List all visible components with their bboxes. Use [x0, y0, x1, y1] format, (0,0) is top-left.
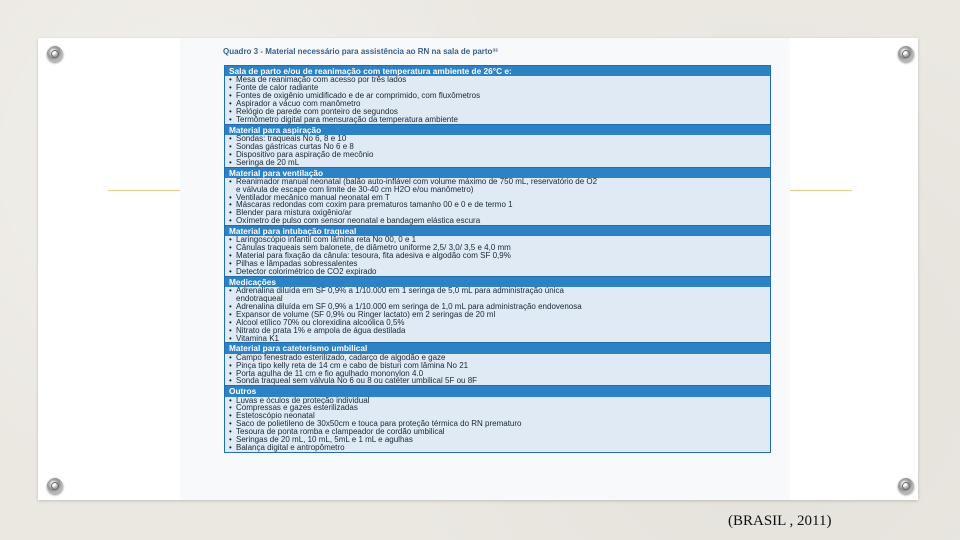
list-item	[225, 397, 770, 405]
section-header: Sala de parto e/ou de reanimação com temperatura ambiente de 26°C e:	[225, 66, 770, 76]
scanned-table-image	[180, 38, 790, 500]
list-item	[225, 311, 770, 319]
bullet-icon: •	[229, 244, 232, 253]
decorative-line-right	[790, 190, 852, 191]
list-item-text: Nitrato de prata 1% e ampola de água destilada	[236, 326, 406, 335]
list-item	[225, 354, 770, 362]
bullet-icon: •	[229, 377, 232, 386]
section-header: Medicações	[225, 276, 770, 287]
bullet-icon: •	[229, 334, 232, 343]
list-item	[225, 244, 770, 252]
list-item	[225, 319, 770, 327]
list-item: e válvula de escape com limite de 30-40 cm H2O e/ou manômetro)	[236, 185, 474, 194]
list-item	[225, 436, 770, 444]
list-item-text: Expansor de volume (SF 0,9% ou Ringer lactato) em 2 seringas de 20 ml	[236, 310, 496, 319]
list-item-text: Compressas e gazes esterilizadas	[236, 404, 358, 413]
bullet-icon: •	[229, 268, 232, 276]
bullet-icon: •	[229, 193, 232, 202]
list-item	[225, 335, 770, 343]
list-item-text: Adrenalina diluída em SF 0,9% a 1/10.000 em 1 seringa de 5,0 mL para administração única	[236, 287, 564, 296]
list-item	[225, 370, 770, 378]
list-item	[225, 84, 770, 92]
list-item	[225, 252, 770, 260]
list-item	[225, 116, 770, 124]
bullet-icon: •	[229, 443, 232, 452]
list-item	[225, 327, 770, 335]
bullet-icon: •	[229, 107, 232, 116]
list-item-text: Oxímetro de pulso com sensor neonatal e bandagem elástica escura	[236, 217, 481, 226]
list-item	[225, 209, 770, 217]
section-header: Material para intubação traqueal	[225, 225, 770, 236]
list-item-text: Sondas gástricas curtas No 6 e 8	[236, 142, 354, 151]
list-item	[225, 268, 770, 276]
list-item-text: Material para fixação da cânula: tesoura, fita adesiva e algodão com SF 0,9%	[236, 252, 511, 261]
list-item	[225, 201, 770, 209]
bullet-icon: •	[229, 302, 232, 311]
list-item-text: Pilhas e lâmpadas sobressalentes	[236, 260, 358, 268]
bullet-icon: •	[229, 318, 232, 327]
list-item-text: Álcool etílico 70% ou clorexidina alcoólica 0,5%	[236, 318, 405, 327]
list-item-text: Seringa de 20 mL	[236, 158, 300, 167]
list-item	[225, 428, 770, 436]
bullet-icon: •	[229, 412, 232, 421]
table-title: Quadro 3 - Material necessário para assistência ao RN na sala de parto³³	[223, 47, 498, 56]
list-item-text: Ventilador mecânico manual neonatal em T	[236, 193, 390, 202]
list-item-text: Adrenalina diluída em SF 0,9% a 1/10.000 em seringa de 1,0 mL para administração endovenosa	[236, 302, 582, 311]
bullet-icon: •	[229, 150, 232, 159]
bullet-icon: •	[229, 287, 232, 296]
bullet-icon: •	[229, 436, 232, 444]
bullet-icon: •	[229, 84, 232, 93]
list-item-text: Porta agulha de 11 cm e fio agulhado mononylon 4.0	[236, 369, 424, 378]
list-item-text: Vitamina K1	[236, 334, 279, 343]
list-item	[225, 92, 770, 100]
list-item-text: Dispositivo para aspiração de mecônio	[236, 150, 374, 159]
list-item-text: Detector colorimétrico de CO2 expirado	[236, 268, 377, 276]
list-item-text: Saco de polietileno de 30x50cm e touca para proteção térmica do RN prematuro	[236, 420, 522, 429]
bullet-icon: •	[229, 310, 232, 319]
list-item-text: Aspirador a vácuo com manômetro	[236, 99, 361, 108]
list-item-text: Campo fenestrado esterilizado, cadarço de algodão e gaze	[236, 353, 446, 362]
list-item	[225, 100, 770, 108]
list-item-text: Balança digital e antropômetro	[236, 443, 345, 452]
list-item-text: Mesa de reanimação com acesso por três lados	[236, 76, 407, 85]
list-item	[225, 412, 770, 420]
bullet-icon: •	[229, 236, 232, 245]
bullet-icon: •	[229, 369, 232, 378]
bullet-icon: •	[229, 76, 232, 85]
list-item	[225, 377, 770, 385]
list-item-text: Sonda traqueal sem válvula No 6 ou 8 ou catéter umbilical 5F ou 8F	[236, 377, 478, 386]
list-item-text: Sondas: traqueais No 6, 8 e 10	[236, 134, 347, 143]
list-item: endotraqueal	[236, 295, 283, 303]
bullet-icon: •	[229, 209, 232, 218]
bullet-icon: •	[229, 326, 232, 335]
bullet-icon: •	[229, 158, 232, 167]
list-item-text: Relógio de parede com ponteiro de segundos	[236, 107, 398, 116]
bullet-icon: •	[229, 99, 232, 108]
bullet-icon: •	[229, 428, 232, 437]
list-item-text: Blender para mistura oxigênio/ar	[236, 209, 352, 218]
list-item	[225, 444, 770, 452]
list-item	[225, 178, 770, 186]
pushpin-icon-bottom-right	[898, 478, 914, 494]
list-item	[225, 135, 770, 143]
bullet-icon: •	[229, 134, 232, 143]
list-item	[225, 404, 770, 412]
list-item	[225, 194, 770, 202]
list-item-text: Luvas e óculos de proteção individual	[236, 396, 370, 405]
bullet-icon: •	[229, 353, 232, 362]
list-item-text: Estetoscópio neonatal	[236, 412, 315, 421]
list-item-text: Cânulas traqueais sem balonete, de diâmetro uniforme 2,5/ 3,0/ 3,5 e 4,0 mm	[236, 244, 511, 253]
list-item	[225, 420, 770, 428]
list-item-text: Seringas de 20 mL, 10 mL, 5mL e 1 mL e agulhas	[236, 436, 413, 444]
bullet-icon: •	[229, 177, 232, 186]
list-item	[225, 260, 770, 268]
decorative-line-left	[108, 190, 180, 191]
section-header: Outros	[225, 385, 770, 396]
list-item-text: Fontes de oxigênio umidificado e de ar comprimido, com fluxômetros	[236, 92, 481, 100]
list-item-text: Laringoscópio infantil com lâmina reta No 00, 0 e 1	[236, 236, 417, 245]
list-item-text: Tesoura de ponta romba e clampeador de cordão umbilical	[236, 428, 445, 437]
list-item	[225, 236, 770, 244]
list-item-text: Fonte de calor radiante	[236, 84, 319, 93]
bullet-icon: •	[229, 252, 232, 261]
bullet-icon: •	[229, 260, 232, 268]
list-item-text: Pinça tipo kelly reta de 14 cm e cabo de bisturi com lâmina No 21	[236, 361, 469, 370]
list-item-text: Reanimador manual neonatal (balão auto-inflável com volume máximo de 750 mL, reservatório de O2	[236, 177, 598, 186]
list-item	[225, 159, 770, 167]
pushpin-icon-top-right	[898, 46, 914, 62]
list-item	[225, 362, 770, 370]
list-item	[225, 108, 770, 116]
section-header: Material para aspiração	[225, 124, 770, 135]
pushpin-icon-top-left	[47, 46, 63, 62]
section-header: Material para cateterismo umbilical	[225, 342, 770, 353]
list-item	[225, 151, 770, 159]
list-item	[225, 76, 770, 84]
bullet-icon: •	[229, 404, 232, 413]
pushpin-icon-bottom-left	[47, 478, 63, 494]
list-item	[225, 217, 770, 225]
section-header: Material para ventilação	[225, 167, 770, 178]
bullet-icon: •	[229, 217, 232, 226]
bullet-icon: •	[229, 115, 232, 124]
bullet-icon: •	[229, 92, 232, 100]
list-item	[225, 303, 770, 311]
list-item	[225, 287, 770, 295]
bullet-icon: •	[229, 201, 232, 210]
list-item-text: Máscaras redondas com coxim para prematuros tamanho 00 e 0 e de termo 1	[236, 201, 513, 210]
bullet-icon: •	[229, 361, 232, 370]
materials-table	[224, 65, 771, 453]
bullet-icon: •	[229, 420, 232, 429]
list-item-text: Termômetro digital para mensuração da temperatura ambiente	[236, 115, 458, 124]
bullet-icon: •	[229, 142, 232, 151]
list-item	[225, 143, 770, 151]
citation-text: (BRASIL , 2011)	[728, 513, 832, 529]
bullet-icon: •	[229, 396, 232, 405]
